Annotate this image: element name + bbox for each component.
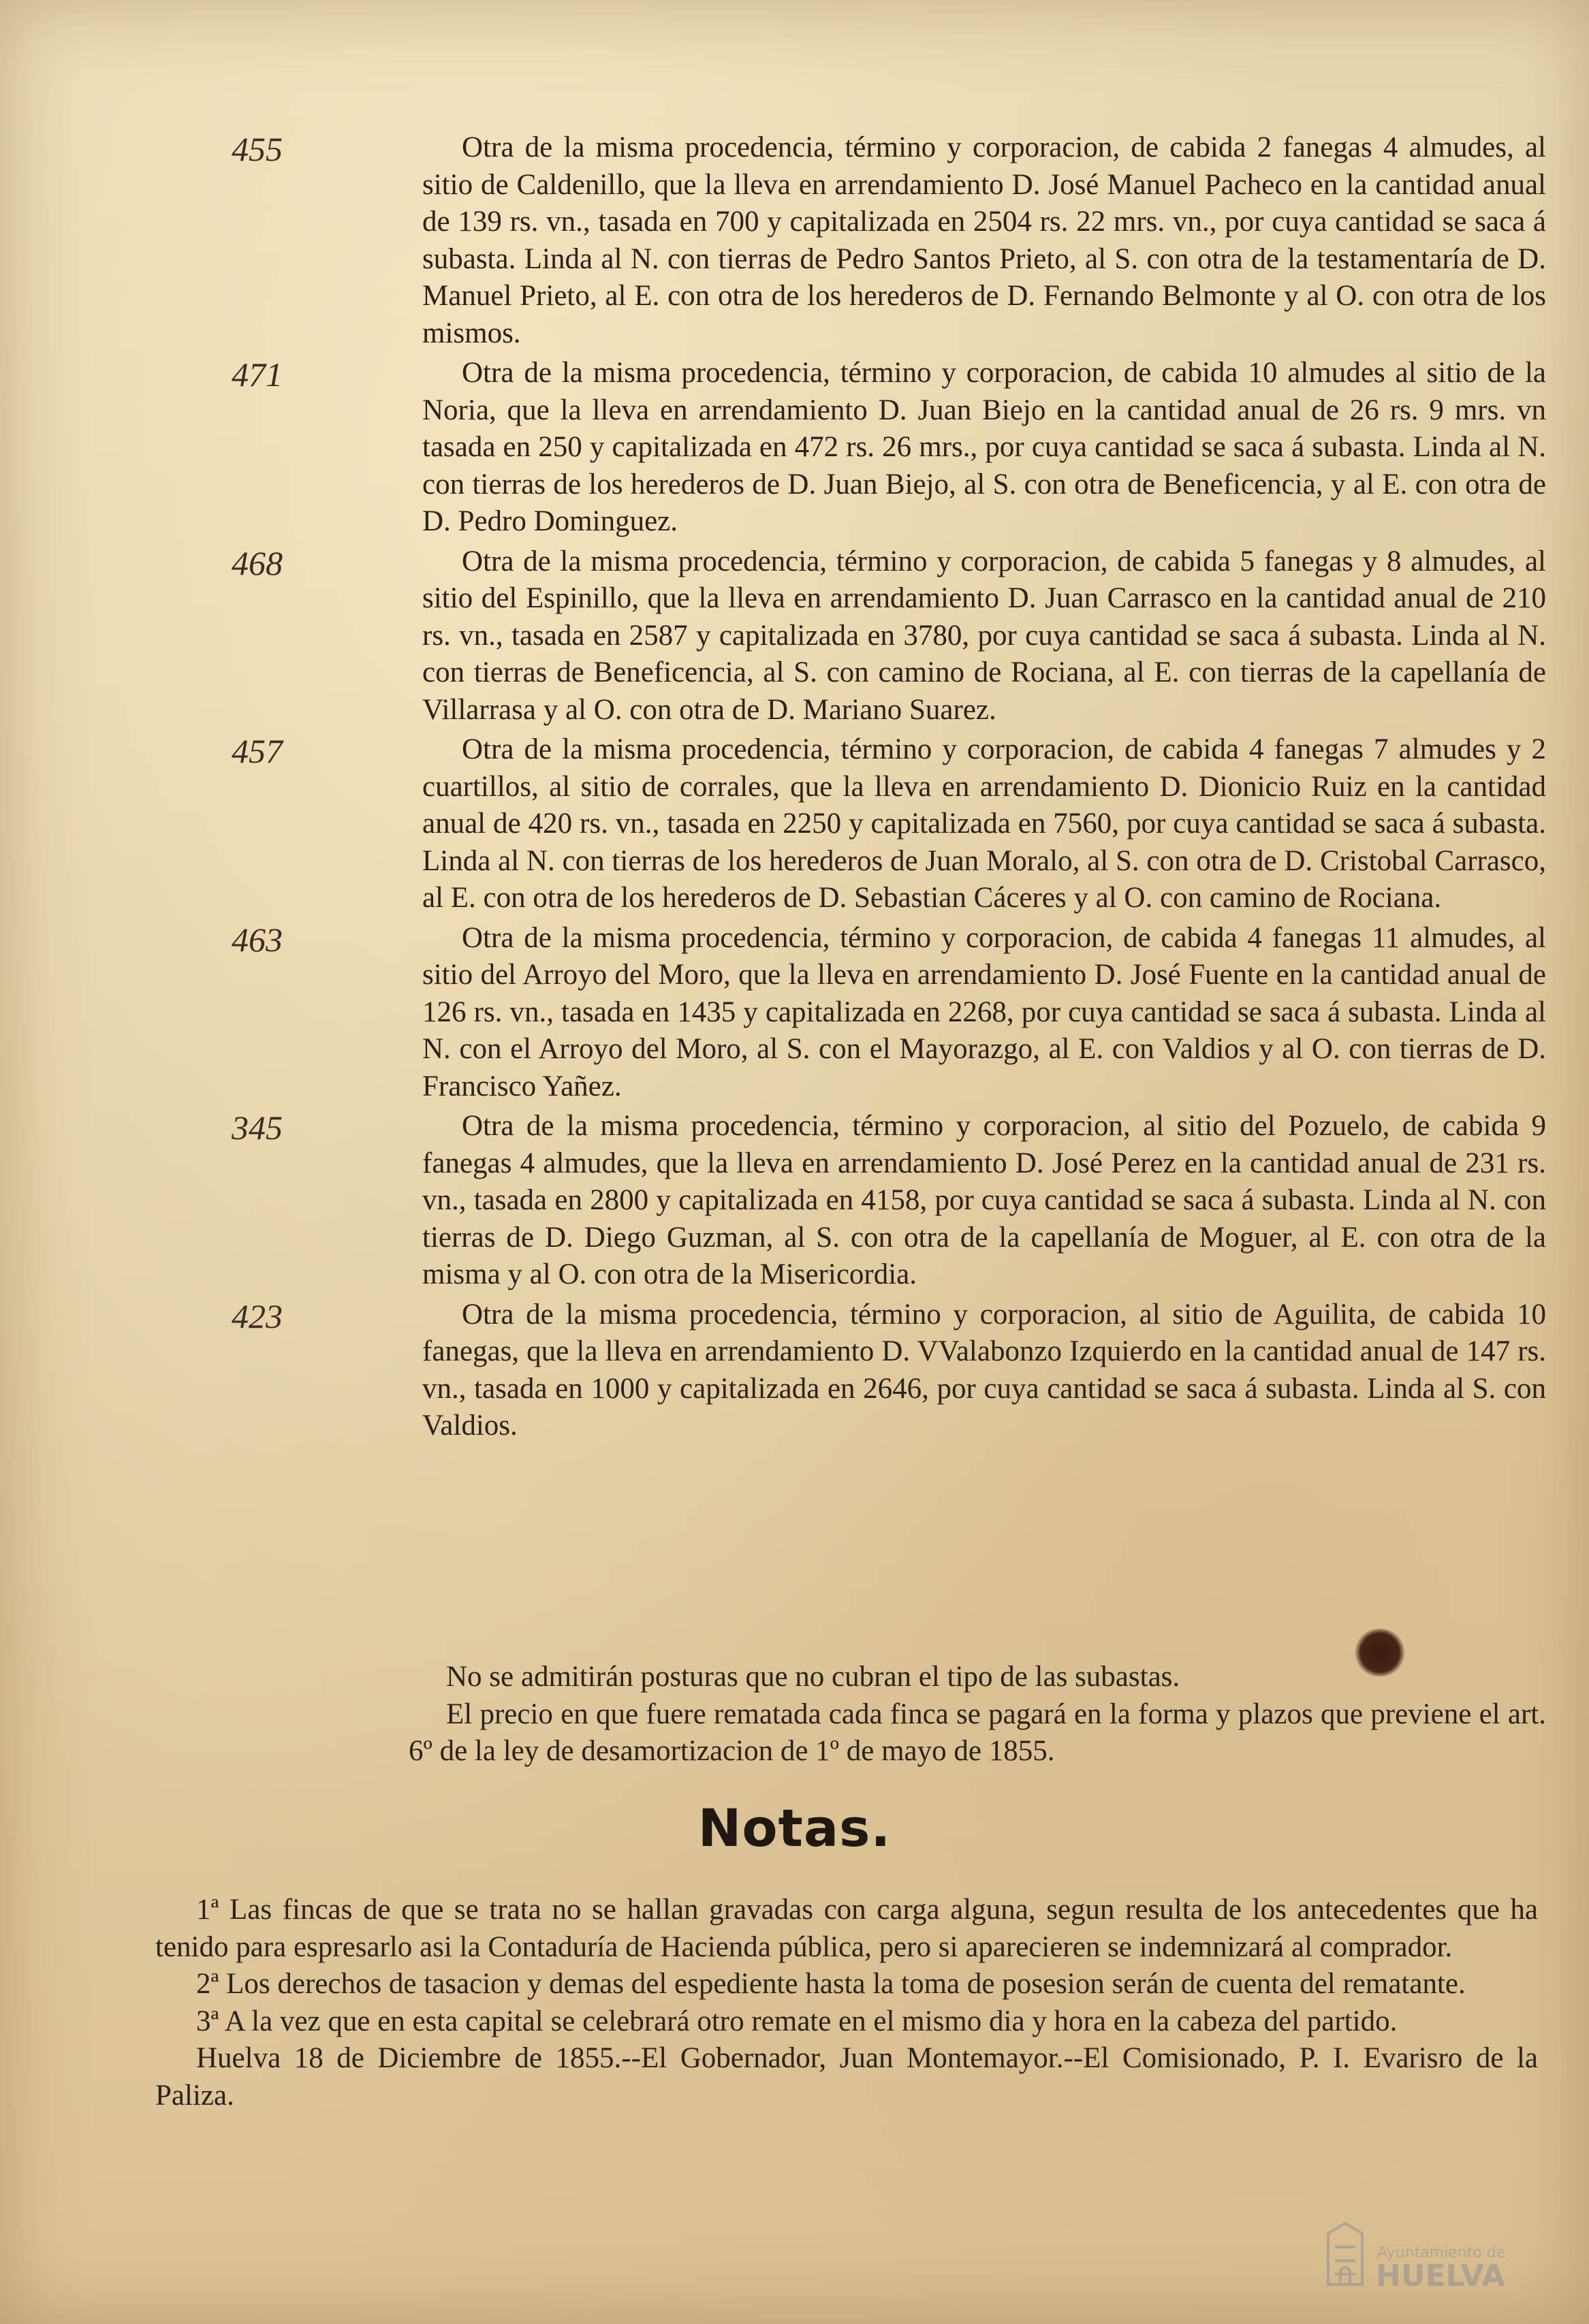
property-list	[232, 129, 1546, 1448]
property-number: 471	[232, 355, 283, 394]
property-description: Otra de la misma procedencia, término y corporacion, de cabida 4 fanegas 11 almudes, al sitio del Arroyo del Moro, que la lleva en arrendamiento D. José Fuente en la cantidad anual de 126 rs. vn., tasada en 1435 y capitalizada en 2268, por cuya cantidad se saca á subasta. Linda al N. con el Arroyo del Moro, al S. con el Mayorazgo, al E. con Valdios y al O. con tierras de D. Francisco Yañez.	[422, 921, 1546, 1102]
property-description: Otra de la misma procedencia, término y corporacion, de cabida 10 almudes al sitio de la Noria, que la lleva en arrendamiento D. Juan Biejo en la cantidad anual de 26 rs. 9 mrs. vn tasada en 250 y capitalizada en 472 rs. 26 mrs., por cuya cantidad se saca á subasta. Linda al N. con tierras de los herederos de D. Juan Biejo, al S. con otra de Beneficencia, y al E. con otra de D. Pedro Dominguez.	[422, 357, 1546, 537]
notes-heading: Notas.	[697, 1798, 892, 1858]
property-number: 455	[232, 130, 283, 168]
property-entry	[232, 355, 1546, 541]
closing-conditions	[409, 1659, 1546, 1770]
note-paragraph: 3ª A la vez que en esta capital se celebrará otro remate en el mismo dia y hora en la cabeza del partido.	[196, 2005, 1398, 2037]
property-entry	[232, 920, 1546, 1106]
property-number: 457	[232, 732, 283, 770]
signature-line: Huelva 18 de Diciembre de 1855.--El Gobernador, Juan Montemayor.--El Comisionado, P. I. Evarisro de la Paliza.	[155, 2042, 1538, 2112]
closing-paragraph: No se admitirán posturas que no cubran el tipo de las subastas.	[446, 1661, 1180, 1693]
property-description: Otra de la misma procedencia, término y corporacion, de cabida 5 fanegas y 8 almudes, al sitio del Espinillo, que la lleva en arrendamiento D. Juan Carrasco en la cantidad anual de 210 rs. vn., tasada en 2587 y capitalizada en 3780, por cuya cantidad se saca á subasta. Linda al N. con tierras de Beneficencia, al S. con camino de Rociana, al E. con tierras de la capellanía de Villarrasa y al O. con otra de D. Mariano Suarez.	[422, 545, 1546, 726]
property-entry	[232, 1108, 1546, 1294]
property-description: Otra de la misma procedencia, término y corporacion, al sitio de Aguilita, de cabida 10 fanegas, que la lleva en arrendamiento D. VValabonzo Izquierdo en la cantidad anual de 147 rs. vn., tasada en 1000 y capitalizada en 2646, por cuya cantidad se saca á subasta. Linda al S. con Valdios.	[422, 1298, 1546, 1442]
property-entry	[232, 543, 1546, 729]
property-entry	[232, 129, 1546, 352]
property-number: 423	[232, 1296, 283, 1335]
property-description: Otra de la misma procedencia, término y corporacion, de cabida 2 fanegas 4 almudes, al sitio de Caldenillo, que la lleva en arrendamiento D. José Manuel Pacheco en la cantidad anual de 139 rs. vn., tasada en 700 y capitalizada en 2504 rs. 22 mrs. vn., por cuya cantidad se saca á subasta. Linda al N. con tierras de Pedro Santos Prieto, al S. con otra de la testamentaría de D. Manuel Prieto, al E. con otra de los herederos de D. Fernando Belmonte y al O. con otra de los mismos.	[422, 131, 1546, 349]
notes-section	[155, 1892, 1538, 2114]
property-description: Otra de la misma procedencia, término y corporacion, al sitio del Pozuelo, de cabida 9 fanegas 4 almudes, que la lleva en arrendamiento D. José Perez en la cantidad anual de 231 rs. vn., tasada en 2800 y capitalizada en 4158, por cuya cantidad se saca á subasta. Linda al N. con tierras de D. Diego Guzman, al S. con otra de la capellanía de Moguer, al E. con otra de la misma y al O. con otra de la Misericordia.	[422, 1110, 1546, 1290]
closing-paragraph: El precio en que fuere rematada cada finca se pagará en la forma y plazos que previene el art. 6º de la ley de desamortizacion de 1º de mayo de 1855.	[409, 1698, 1546, 1767]
huelva-watermark-logo	[1315, 2210, 1539, 2298]
property-description: Otra de la misma procedencia, término y corporacion, de cabida 4 fanegas 7 almudes y 2 cuartillos, al sitio de corrales, que la lleva en arrendamiento D. Dionicio Ruiz en la cantidad anual de 420 rs. vn., tasada en 2250 y capitalizada en 7560, por cuya cantidad se saca á subasta. Linda al N. con tierras de los herederos de Juan Moralo, al S. con otra de D. Cristobal Carrasco, al E. con otra de los herederos de D. Sebastian Cáceres y al O. con camino de Rociana.	[422, 733, 1546, 914]
watermark-line2: HUELVA	[1376, 2259, 1505, 2293]
property-number: 468	[232, 543, 283, 582]
property-entry	[232, 1296, 1546, 1445]
note-paragraph: 1ª Las fincas de que se trata no se hallan gravadas con carga alguna, segun resulta de los antecedentes que ha tenido para espresarlo asi la Contaduría de Hacienda pública, pero si aparecieren se indemnizará al comprador.	[155, 1894, 1538, 1963]
watermark-line1: Ayuntamiento de	[1377, 2244, 1506, 2261]
property-entry	[232, 731, 1546, 917]
property-number: 345	[232, 1109, 283, 1147]
property-number: 463	[232, 920, 283, 959]
note-paragraph: 2ª Los derechos de tasacion y demas del espediente hasta la toma de posesion serán de cuenta del rematante.	[196, 1968, 1466, 2000]
